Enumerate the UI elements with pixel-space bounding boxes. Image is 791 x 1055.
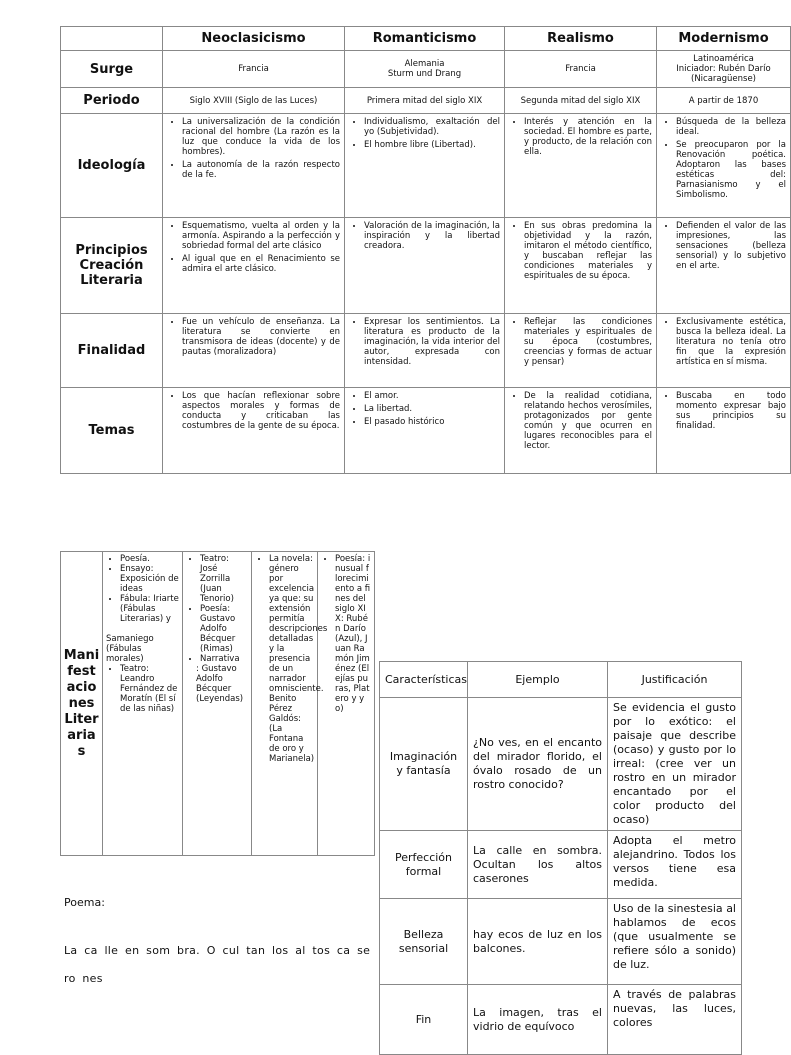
list-item: • Valoración de la imaginación, la inspiración y la libertad creadora. bbox=[364, 221, 500, 251]
cell-justificacion: A través de palabras nuevas, las luces, colores bbox=[608, 985, 742, 1055]
samaniego-text: Samaniego (Fábulas morales) bbox=[106, 634, 154, 664]
cell-romanticismo bbox=[345, 388, 505, 474]
cell-realismo bbox=[505, 314, 657, 388]
poem-label: Poema: bbox=[64, 896, 105, 909]
list-item: • Los que hacían reflexionar sobre aspectos morales y formas de conducta y criticaban las costumbres de la gente de su época. bbox=[182, 391, 340, 431]
list-item: • De la realidad cotidiana, relatando hechos verosímiles, protagonizados por gente común y que ocurren en lugares reconocibles para el lector. bbox=[524, 391, 652, 451]
cell-justificacion: Se evidencia el gusto por lo exótico: el paisaje que describe (ocaso) y gusto por lo irreal: (cree ver un rostro en un mirador encantado por el color producto del ocaso) bbox=[608, 698, 742, 831]
table-row bbox=[380, 698, 742, 831]
list-item: • Reflejar las condiciones materiales y espirituales de su época (costumbres, creencias y formas de actuar y pensar) bbox=[524, 317, 652, 367]
poem-line-1: La ca lle en som bra. O cul tan los al tos ca se bbox=[64, 944, 371, 957]
cell-line: Alemania bbox=[404, 59, 445, 69]
cell-modernismo bbox=[657, 51, 791, 88]
mod-manifestaciones bbox=[318, 552, 375, 856]
cell-line: Sturm und Drang bbox=[387, 69, 462, 79]
cell-modernismo bbox=[657, 88, 791, 114]
cell-line: Francia bbox=[565, 64, 596, 74]
row-header: Temas bbox=[61, 388, 163, 474]
header-ejemplo: Ejemplo bbox=[468, 662, 608, 698]
table-row bbox=[61, 51, 791, 88]
cell-ejemplo: hay ecos de luz en los balcones. bbox=[468, 899, 608, 985]
list-item: • Expresar los sentimientos. La literatura es producto de la imaginación, la vida interior del autor, expresada con intensidad. bbox=[364, 317, 500, 367]
cell-neoclasicismo bbox=[163, 388, 345, 474]
cell-romanticismo bbox=[345, 51, 505, 88]
cell-justificacion: Adopta el metro alejandrino. Todos los versos tiene esa medida. bbox=[608, 831, 742, 899]
list-item: • La universalización de la condición racional del hombre (La razón es la luz que conduce la vida de los hombres). bbox=[182, 117, 340, 157]
cell-line: Francia bbox=[238, 64, 269, 74]
cell-ejemplo: La imagen, tras el vidrio de equívoco bbox=[468, 985, 608, 1055]
table-row bbox=[380, 899, 742, 985]
list-item: • Búsqueda de la belleza ideal. bbox=[676, 117, 786, 137]
list-item: • La libertad. bbox=[364, 404, 500, 414]
cell-modernismo bbox=[657, 218, 791, 314]
header-corner bbox=[61, 27, 163, 51]
table-row bbox=[380, 985, 742, 1055]
header-justificacion: Justificación bbox=[608, 662, 742, 698]
narrativa-detail: : Gustavo Adolfo Bécquer (Leyendas) bbox=[196, 664, 244, 704]
cell-ejemplo: ¿No ves, en el encanto del mirador florido, el óvalo rosado de un rostro conocido? bbox=[468, 698, 608, 831]
neo-manifestaciones bbox=[103, 552, 183, 856]
cell-line: A partir de 1870 bbox=[688, 95, 759, 106]
poem-line-2: ro nes bbox=[64, 972, 103, 985]
cell-neoclasicismo bbox=[163, 51, 345, 88]
cell-neoclasicismo bbox=[163, 114, 345, 218]
rom-manifestaciones bbox=[183, 552, 252, 856]
list-item: • Exclusivamente estética, busca la belleza ideal. La literatura no tenía otro fin que la expresión artística en sí misma. bbox=[676, 317, 786, 367]
cell-realismo bbox=[505, 51, 657, 88]
cell-realismo bbox=[505, 218, 657, 314]
cell-romanticismo bbox=[345, 88, 505, 114]
table-row bbox=[61, 314, 791, 388]
cell-neoclasicismo bbox=[163, 218, 345, 314]
cell-ejemplo: La calle en sombra. Ocultan los altos caserones bbox=[468, 831, 608, 899]
list-item: • Poesía: Gustavo Adolfo Bécquer (Rimas) bbox=[200, 604, 248, 654]
cell-neoclasicismo bbox=[163, 88, 345, 114]
cell-line: Iniciador: Rubén Darío bbox=[676, 64, 771, 74]
header-caracteristicas: Características bbox=[380, 662, 468, 698]
table-row bbox=[61, 88, 791, 114]
manifestaciones-row bbox=[61, 552, 375, 856]
manifestaciones-label: Manifestaciones Literarias bbox=[61, 552, 103, 856]
cell-caracteristica: Perfección formal bbox=[380, 831, 468, 899]
list-item: • La novela: género por excelencia ya que: su extensión permitía descripciones detalladas y la presencia de un narrador omnisciente. Benito Pérez Galdós: (La Fontana de oro y Marianela) bbox=[269, 554, 314, 764]
list-item: • El pasado histórico bbox=[364, 417, 500, 427]
table-row bbox=[61, 388, 791, 474]
cell-neoclasicismo bbox=[163, 314, 345, 388]
list-item: • Defienden el valor de las impresiones, las sensaciones (belleza sensorial) y lo subjetivo en el arte. bbox=[676, 221, 786, 271]
list-item: • Fue un vehículo de enseñanza. La literatura se convierte en transmisora de ideas (docente) y de pautas (moralizadora) bbox=[182, 317, 340, 357]
manifestaciones-table bbox=[60, 551, 375, 856]
header-modernismo: Modernismo bbox=[657, 27, 791, 51]
header-realismo: Realismo bbox=[505, 27, 657, 51]
cell-line: Primera mitad del siglo XIX bbox=[366, 95, 483, 106]
list-item: • Narrativa bbox=[200, 654, 248, 664]
list-item: • Teatro: Leandro Fernández de Moratín (El sí de las niñas) bbox=[120, 664, 179, 714]
list-item: • Teatro: José Zorrilla (Juan Tenorio) bbox=[200, 554, 248, 604]
cell-modernismo bbox=[657, 314, 791, 388]
cell-caracteristica: Belleza sensorial bbox=[380, 899, 468, 985]
row-header: Finalidad bbox=[61, 314, 163, 388]
cell-line: Siglo XVIII (Siglo de las Luces) bbox=[189, 95, 318, 106]
list-item: • El hombre libre (Libertad). bbox=[364, 140, 500, 150]
list-item: • Esquematismo, vuelta al orden y la armonía. Aspirando a la perfección y sobriedad formal del arte clásico bbox=[182, 221, 340, 251]
list-item: • Interés y atención en la sociedad. El hombre es parte, y producto, de la relación con ella. bbox=[524, 117, 652, 157]
literary-movements-table bbox=[60, 26, 791, 474]
cell-romanticismo bbox=[345, 314, 505, 388]
list-item: • Al igual que en el Renacimiento se admira el arte clásico. bbox=[182, 254, 340, 274]
list-item: • Poesía: inusual florecimiento a fines del siglo XIX: Rubén Darío (Azul), Juan Ramón Jiménez (Elejías puras, Platero y yo) bbox=[335, 554, 371, 714]
cell-realismo bbox=[505, 88, 657, 114]
real-manifestaciones bbox=[252, 552, 328, 856]
cell-modernismo bbox=[657, 388, 791, 474]
row-header: Ideología bbox=[61, 114, 163, 218]
cell-caracteristica: Imaginación y fantasía bbox=[380, 698, 468, 831]
row-header: Periodo bbox=[61, 88, 163, 114]
cell-romanticismo bbox=[345, 114, 505, 218]
analysis-table bbox=[379, 661, 742, 1055]
table-row bbox=[61, 114, 791, 218]
list-item: • Fábula: Iriarte (Fábulas Literarias) y bbox=[120, 594, 179, 624]
list-item: • La autonomía de la razón respecto de la fe. bbox=[182, 160, 340, 180]
cell-modernismo bbox=[657, 114, 791, 218]
cell-realismo bbox=[505, 388, 657, 474]
header-row bbox=[61, 27, 791, 51]
list-item: • Se preocuparon por la Renovación poética. Adoptaron las bases estéticas del: Parnasianismo y el Simbolismo. bbox=[676, 140, 786, 200]
cell-caracteristica: Fin bbox=[380, 985, 468, 1055]
analysis-header-row bbox=[380, 662, 742, 698]
cell-line: Segunda mitad del siglo XIX bbox=[520, 95, 641, 106]
table-row bbox=[380, 831, 742, 899]
cell-line: Latinoamérica bbox=[693, 54, 754, 64]
list-item: • Individualismo, exaltación del yo (Subjetividad). bbox=[364, 117, 500, 137]
cell-romanticismo bbox=[345, 218, 505, 314]
cell-justificacion: Uso de la sinestesia al hablamos de ecos (que usualmente se refiere sólo a sonido) de luz. bbox=[608, 899, 742, 985]
row-header: Surge bbox=[61, 51, 163, 88]
table-row bbox=[61, 218, 791, 314]
header-neoclasicismo: Neoclasicismo bbox=[163, 27, 345, 51]
list-item: • El amor. bbox=[364, 391, 500, 401]
header-romanticismo: Romanticismo bbox=[345, 27, 505, 51]
list-item: • Ensayo: Exposición de ideas bbox=[120, 564, 179, 594]
list-item: • Buscaba en todo momento expresar bajo sus principios su finalidad. bbox=[676, 391, 786, 431]
list-item: • En sus obras predomina la objetividad y la razón, imitaron el método científico, y buscaban reflejar las condiciones materiales y espirituales de su época. bbox=[524, 221, 652, 281]
row-header: Principios Creación Literaria bbox=[61, 218, 163, 314]
cell-line: (Nicaragüense) bbox=[691, 74, 756, 84]
cell-realismo bbox=[505, 114, 657, 218]
list-item: • Poesía. bbox=[120, 554, 179, 564]
